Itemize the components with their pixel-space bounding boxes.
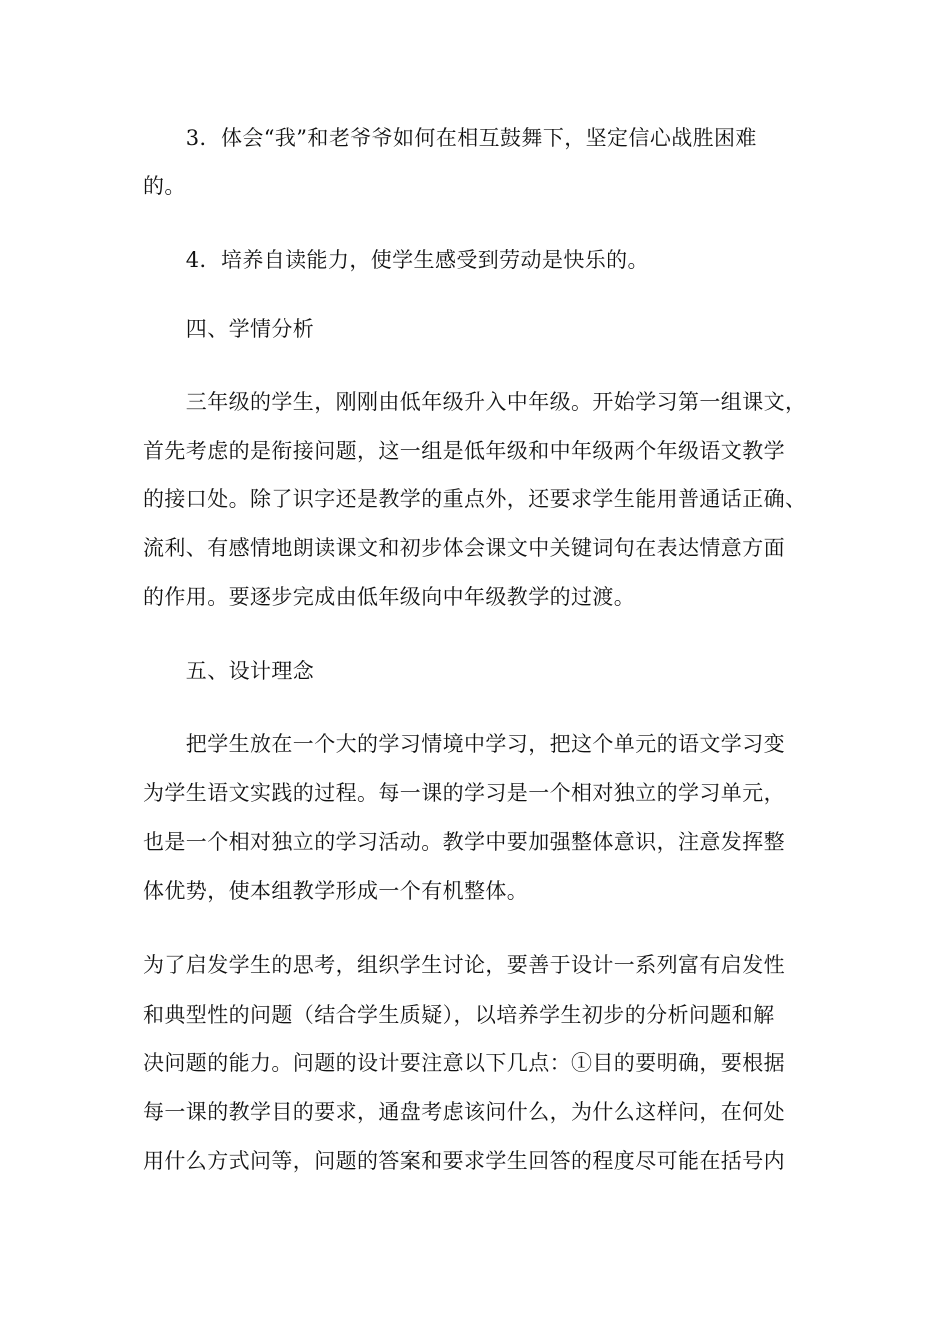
questions-line-2: 和典型性的问题（结合学生质疑），以培养学生初步的分析问题和解 [143, 1003, 775, 1027]
objective-3-line-1: 3．体会“我”和老爷爷如何在相互鼓舞下，坚定信心战胜困难 [143, 126, 757, 150]
section-heading-concept: 五、设计理念 [143, 659, 315, 683]
concept-line-2: 为学生语文实践的过程。每一课的学习是一个相对独立的学习单元， [143, 781, 785, 805]
questions-line-3: 决问题的能力。问题的设计要注意以下几点：①目的要明确，要根据 [143, 1051, 785, 1075]
analysis-line-4: 流利、有感情地朗读课文和初步体会课文中关键词句在表达情意方面 [143, 536, 785, 560]
analysis-line-1: 三年级的学生，刚刚由低年级升入中年级。开始学习第一组课文， [143, 390, 807, 414]
analysis-line-2: 首先考虑的是衔接问题，这一组是低年级和中年级两个年级语文教学 [143, 439, 785, 463]
objective-4-line-1: 4．培养自读能力，使学生感受到劳动是快乐的。 [143, 248, 649, 272]
concept-line-1: 把学生放在一个大的学习情境中学习，把这个单元的语文学习变 [143, 732, 785, 756]
concept-line-4: 体优势，使本组教学形成一个有机整体。 [143, 879, 529, 903]
questions-line-4: 每一课的教学目的要求，通盘考虑该问什么，为什么这样问，在何处 [143, 1100, 785, 1124]
analysis-line-5: 的作用。要逐步完成由低年级向中年级教学的过渡。 [143, 585, 636, 609]
questions-line-5: 用什么方式问等，问题的答案和要求学生回答的程度尽可能在括号内 [143, 1149, 785, 1173]
analysis-line-3: 的接口处。除了识字还是教学的重点外，还要求学生能用普通话正确、 [143, 487, 807, 511]
section-heading-analysis: 四、学情分析 [143, 317, 315, 341]
concept-line-3: 也是一个相对独立的学习活动。教学中要加强整体意识，注意发挥整 [143, 830, 785, 854]
objective-3-line-2: 的。 [143, 174, 186, 198]
questions-line-1: 为了启发学生的思考，组织学生讨论，要善于设计一系列富有启发性 [143, 953, 785, 977]
